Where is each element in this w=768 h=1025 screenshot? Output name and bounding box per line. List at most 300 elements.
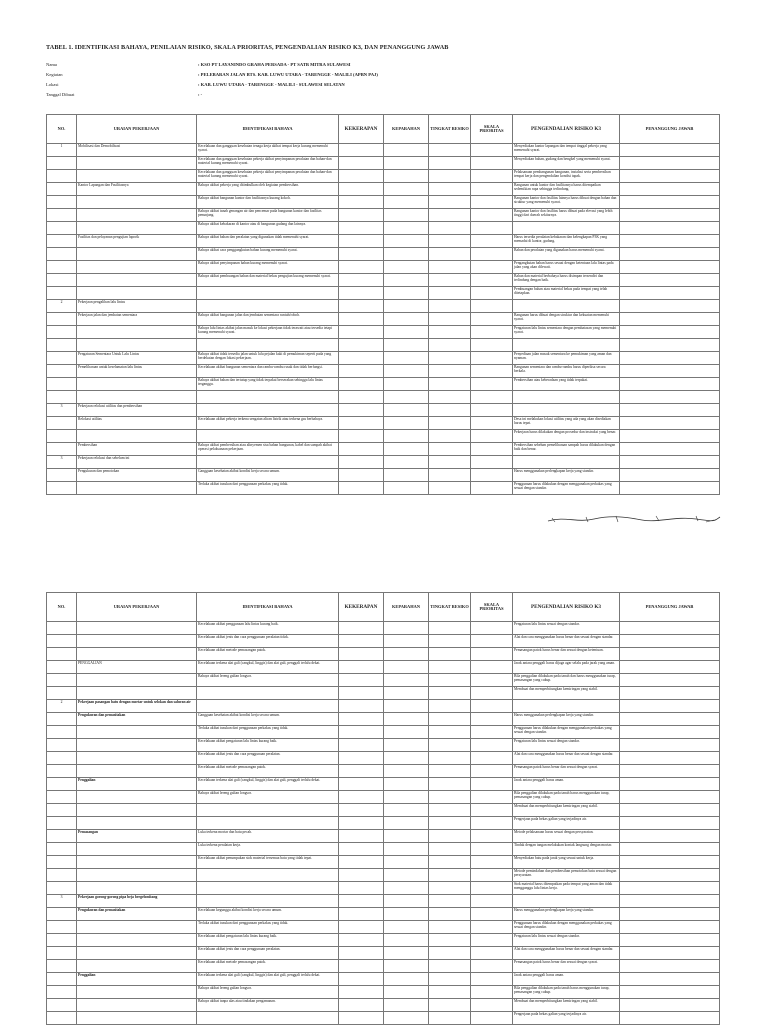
cell-keparahan <box>384 274 429 287</box>
cell-no <box>47 209 77 222</box>
cell-skala-prioritas <box>471 648 513 661</box>
table-row <box>47 908 720 921</box>
cell-uraian-pekerjaan: Mobilisasi dan Demobilisasi <box>77 144 197 157</box>
cell-uraian-pekerjaan <box>77 947 197 960</box>
header-penanggung-jawab: PENANGGUNG JAWAB <box>620 115 720 144</box>
cell-uraian-pekerjaan: Penggalian <box>77 778 197 791</box>
table-row <box>47 222 720 235</box>
cell-tingkat-resiko <box>429 417 471 430</box>
cell-keparahan <box>384 391 429 404</box>
cell-penanggung-jawab <box>620 196 720 209</box>
cell-keparahan <box>384 378 429 391</box>
cell-skala-prioritas <box>471 404 513 417</box>
cell-skala-prioritas <box>471 300 513 313</box>
cell-kekerapan <box>339 157 384 170</box>
cell-no <box>47 378 77 391</box>
cell-no <box>47 934 77 947</box>
cell-penanggung-jawab <box>620 222 720 235</box>
cell-tingkat-resiko <box>429 443 471 456</box>
cell-no <box>47 235 77 248</box>
cell-identifikasi-bahaya: Kecelakaan dan gangguan kesehatan pekerja akibat penyimpanan peralatan dan bahan-dan material kurang memenuhi syarat. <box>197 157 339 170</box>
cell-identifikasi-bahaya: Kecelakaan akibat penumpukan stok material tersemua batu yang tidak tepat. <box>197 856 339 869</box>
cell-tingkat-resiko <box>429 404 471 417</box>
cell-kekerapan <box>339 661 384 674</box>
cell-tingkat-resiko <box>429 339 471 352</box>
cell-skala-prioritas <box>471 352 513 365</box>
cell-kekerapan <box>339 895 384 908</box>
cell-penanggung-jawab <box>620 973 720 986</box>
cell-identifikasi-bahaya: Kecelakaan kegunggu akibat kondisi kerja secara umum. <box>197 908 339 921</box>
table-row <box>47 934 720 947</box>
cell-identifikasi-bahaya: Bahaya akibat bangunan jalan dan jembatan sementara runtuh/roboh. <box>197 313 339 326</box>
cell-tingkat-resiko <box>429 378 471 391</box>
table-row <box>47 778 720 791</box>
cell-penanggung-jawab <box>620 739 720 752</box>
cell-skala-prioritas <box>471 170 513 183</box>
cell-tingkat-resiko <box>429 622 471 635</box>
cell-uraian-pekerjaan <box>77 261 197 274</box>
cell-identifikasi-bahaya: Bahaya akibat lereng galian longsor. <box>197 674 339 687</box>
table-header-row <box>47 593 720 622</box>
cell-skala-prioritas <box>471 469 513 482</box>
cell-skala-prioritas <box>471 726 513 739</box>
cell-keparahan <box>384 365 429 378</box>
table-row <box>47 973 720 986</box>
header-penanggung-jawab: PENANGGUNG JAWAB <box>620 593 720 622</box>
cell-penanggung-jawab <box>620 752 720 765</box>
cell-penanggung-jawab <box>620 300 720 313</box>
cell-pengendalian-risiko: Harus menggunakan perlengkapan kerja yang standar. <box>513 469 620 482</box>
header-skala-prioritas: SKALA PRIORITAS <box>471 115 513 144</box>
cell-identifikasi-bahaya: Kecelakaan akibat metode pemasangan patok. <box>197 648 339 661</box>
cell-keparahan <box>384 856 429 869</box>
cell-identifikasi-bahaya: Bahaya lalu lintas akibat jalan masuk ke lokasi pekerjaan tidak terawatt atau tersedia tetapi kurang memenuhi syarat. <box>197 326 339 339</box>
cell-pengendalian-risiko: Bila penggalian dilakukan pada tanah harus menggunakan turap, pemasangan yang cukup. <box>513 791 620 804</box>
cell-keparahan <box>384 791 429 804</box>
cell-penanggung-jawab <box>620 326 720 339</box>
table-row <box>47 713 720 726</box>
cell-penanggung-jawab <box>620 674 720 687</box>
cell-penanggung-jawab <box>620 726 720 739</box>
table-row <box>47 700 720 713</box>
cell-penanggung-jawab <box>620 622 720 635</box>
cell-pengendalian-risiko: Stok material harus ditempatkan pada tempat yang aman dan tidak mengganggu lalu lintas kerja. <box>513 882 620 895</box>
cell-identifikasi-bahaya: Bahaya akibat kebakaran di kantor atau di bangunan gudang dan lainnya. <box>197 222 339 235</box>
cell-skala-prioritas <box>471 196 513 209</box>
cell-no <box>47 999 77 1012</box>
cell-skala-prioritas <box>471 222 513 235</box>
cell-penanggung-jawab <box>620 843 720 856</box>
cell-identifikasi-bahaya <box>197 817 339 830</box>
cell-penanggung-jawab <box>620 804 720 817</box>
cell-penanggung-jawab <box>620 830 720 843</box>
cell-identifikasi-bahaya: Kecelakaan terkena alat gali (cangkul, linggis) dan alat gali, penggali terlalu dekat. <box>197 661 339 674</box>
cell-penanggung-jawab <box>620 235 720 248</box>
cell-kekerapan <box>339 183 384 196</box>
cell-identifikasi-bahaya: Kecelakaan akibat pengaturan lalu lintas kurang baik. <box>197 739 339 752</box>
cell-pengendalian-risiko: Harus tersedia peralatan kebakaran dan kelengkapan P3K yang memadai di kantor, gudang. <box>513 235 620 248</box>
cell-keparahan <box>384 222 429 235</box>
cell-no <box>47 391 77 404</box>
cell-tingkat-resiko <box>429 365 471 378</box>
table-row <box>47 235 720 248</box>
cell-pengendalian-risiko <box>513 895 620 908</box>
cell-skala-prioritas <box>471 934 513 947</box>
cell-uraian-pekerjaan: Pengukuran dan pemasitakan <box>77 713 197 726</box>
cell-tingkat-resiko <box>429 196 471 209</box>
cell-pengendalian-risiko: Pengaturan lalu lintas sementara dengan pembatasan yang memenuhi syarat. <box>513 326 620 339</box>
cell-identifikasi-bahaya: Bahaya akibat lereng galian longsor. <box>197 986 339 999</box>
cell-tingkat-resiko <box>429 778 471 791</box>
cell-pengendalian-risiko: Desa ini melakukan lokasi utilitas yang ada yang akan disediakan harus tepat. <box>513 417 620 430</box>
cell-pengendalian-risiko: Alat dan cara menggunakan harus benar dan sesuai dengan standar. <box>513 752 620 765</box>
cell-uraian-pekerjaan: Pekerjaan relokasi utilitas dan pembersihan <box>77 404 197 417</box>
cell-tingkat-resiko <box>429 973 471 986</box>
cell-uraian-pekerjaan <box>77 1012 197 1025</box>
cell-identifikasi-bahaya <box>197 869 339 882</box>
cell-kekerapan <box>339 700 384 713</box>
cell-identifikasi-bahaya: Bahaya akibat tidak tersedia jalan untuk lalu pejalan kaki di pemukiman seperti pada yang berdekatan dengan lokasi pekerjaan. <box>197 352 339 365</box>
cell-penanggung-jawab <box>620 648 720 661</box>
cell-uraian-pekerjaan <box>77 921 197 934</box>
table-row <box>47 209 720 222</box>
header-tingkat-resiko: TINGKAT RESIKO <box>429 593 471 622</box>
cell-uraian-pekerjaan <box>77 274 197 287</box>
cell-identifikasi-bahaya <box>197 339 339 352</box>
handwritten-signature <box>546 512 722 526</box>
cell-keparahan <box>384 144 429 157</box>
cell-penanggung-jawab <box>620 687 720 700</box>
cell-tingkat-resiko <box>429 843 471 856</box>
table-row <box>47 417 720 430</box>
cell-tingkat-resiko <box>429 313 471 326</box>
cell-skala-prioritas <box>471 482 513 495</box>
cell-uraian-pekerjaan <box>77 817 197 830</box>
cell-uraian-pekerjaan <box>77 765 197 778</box>
cell-kekerapan <box>339 921 384 934</box>
cell-keparahan <box>384 456 429 469</box>
cell-uraian-pekerjaan: Pekerjaan relokasi dan sebelum ini <box>77 456 197 469</box>
cell-uraian-pekerjaan <box>77 856 197 869</box>
cell-kekerapan <box>339 778 384 791</box>
header-kekerapan: KEKERAPAN <box>339 115 384 144</box>
cell-skala-prioritas <box>471 869 513 882</box>
cell-no <box>47 196 77 209</box>
cell-tingkat-resiko <box>429 274 471 287</box>
cell-no <box>47 261 77 274</box>
cell-uraian-pekerjaan <box>77 622 197 635</box>
cell-uraian-pekerjaan: Fasilitas dan pelayanan pengujian laporik <box>77 235 197 248</box>
cell-kekerapan <box>339 430 384 443</box>
cell-pengendalian-risiko <box>513 300 620 313</box>
cell-tingkat-resiko <box>429 1012 471 1025</box>
cell-kekerapan <box>339 209 384 222</box>
cell-tingkat-resiko <box>429 287 471 300</box>
cell-identifikasi-bahaya <box>197 404 339 417</box>
cell-kekerapan <box>339 622 384 635</box>
cell-tingkat-resiko <box>429 934 471 947</box>
cell-tingkat-resiko <box>429 674 471 687</box>
table-row <box>47 443 720 456</box>
cell-skala-prioritas <box>471 908 513 921</box>
cell-identifikasi-bahaya <box>197 391 339 404</box>
cell-uraian-pekerjaan <box>77 986 197 999</box>
cell-uraian-pekerjaan <box>77 222 197 235</box>
cell-keparahan <box>384 313 429 326</box>
cell-tingkat-resiko <box>429 895 471 908</box>
cell-identifikasi-bahaya: Kecelakaan akibat metode pemasangan patok. <box>197 960 339 973</box>
cell-no: 2 <box>47 700 77 713</box>
cell-keparahan <box>384 235 429 248</box>
cell-kekerapan <box>339 830 384 843</box>
cell-uraian-pekerjaan: Pemasangan <box>77 830 197 843</box>
cell-pengendalian-risiko: Penyediaan jalan masuk sementara ke pemukiman yang aman dan nyaman. <box>513 352 620 365</box>
cell-keparahan <box>384 248 429 261</box>
cell-tingkat-resiko <box>429 856 471 869</box>
cell-keparahan <box>384 778 429 791</box>
cell-penanggung-jawab <box>620 921 720 934</box>
cell-uraian-pekerjaan <box>77 752 197 765</box>
table-row <box>47 960 720 973</box>
cell-penanggung-jawab <box>620 339 720 352</box>
cell-keparahan <box>384 739 429 752</box>
cell-kekerapan <box>339 843 384 856</box>
table-row <box>47 752 720 765</box>
cell-kekerapan <box>339 469 384 482</box>
cell-keparahan <box>384 661 429 674</box>
cell-kekerapan <box>339 726 384 739</box>
cell-penanggung-jawab <box>620 183 720 196</box>
cell-penanggung-jawab <box>620 1012 720 1025</box>
cell-tingkat-resiko <box>429 144 471 157</box>
cell-pengendalian-risiko: Pekerjaan harus dilakukan dengan prosedur dan instruksi yang benar. <box>513 430 620 443</box>
table-row <box>47 765 720 778</box>
cell-no <box>47 352 77 365</box>
cell-identifikasi-bahaya: Bahaya akibat bahan dan tertutup yang tidak terpakai berserakan sehingga lalu lintas terganggu. <box>197 378 339 391</box>
risk-table-page-2 <box>46 592 720 1025</box>
cell-keparahan <box>384 999 429 1012</box>
cell-keparahan <box>384 817 429 830</box>
cell-tingkat-resiko <box>429 183 471 196</box>
cell-uraian-pekerjaan <box>77 934 197 947</box>
header-uraian-pekerjaan: URAIAN PEKERJAAN <box>77 115 197 144</box>
cell-uraian-pekerjaan: Relokasi utilitas <box>77 417 197 430</box>
table-row <box>47 921 720 934</box>
cell-no <box>47 635 77 648</box>
cell-tingkat-resiko <box>429 986 471 999</box>
cell-no <box>47 843 77 856</box>
cell-identifikasi-bahaya <box>197 1012 339 1025</box>
cell-pengendalian-risiko: Alat dan cara menggunakan harus benar dan sesuai dengan standar. <box>513 635 620 648</box>
cell-skala-prioritas <box>471 843 513 856</box>
cell-skala-prioritas <box>471 804 513 817</box>
cell-kekerapan <box>339 378 384 391</box>
cell-pengendalian-risiko: Jarak antara penggali harus aman. <box>513 778 620 791</box>
cell-keparahan <box>384 752 429 765</box>
table-row <box>47 430 720 443</box>
cell-penanggung-jawab <box>620 882 720 895</box>
cell-tingkat-resiko <box>429 869 471 882</box>
cell-keparahan <box>384 648 429 661</box>
cell-kekerapan <box>339 791 384 804</box>
cell-uraian-pekerjaan: Pekerjaan jalan dan jembatan sementara <box>77 313 197 326</box>
cell-pengendalian-risiko: Penggunaan harus dilakukan dengan menggunakan perkakas yang sesuai dengan standar. <box>513 921 620 934</box>
cell-no <box>47 1012 77 1025</box>
table-row <box>47 622 720 635</box>
cell-keparahan <box>384 430 429 443</box>
cell-pengendalian-risiko: Metode pelaksanaan harus sesuai dengan persyaratan. <box>513 830 620 843</box>
cell-tingkat-resiko <box>429 791 471 804</box>
cell-keparahan <box>384 882 429 895</box>
cell-skala-prioritas <box>471 378 513 391</box>
cell-skala-prioritas <box>471 791 513 804</box>
cell-penanggung-jawab <box>620 635 720 648</box>
cell-keparahan <box>384 843 429 856</box>
cell-kekerapan <box>339 999 384 1012</box>
cell-keparahan <box>384 908 429 921</box>
cell-tingkat-resiko <box>429 648 471 661</box>
cell-penanggung-jawab <box>620 417 720 430</box>
cell-kekerapan <box>339 417 384 430</box>
cell-keparahan <box>384 196 429 209</box>
cell-pengendalian-risiko: Bangunan sementara dan rambu-rambu harus diperiksa secara berkala. <box>513 365 620 378</box>
cell-kekerapan <box>339 287 384 300</box>
cell-tingkat-resiko <box>429 209 471 222</box>
table-row <box>47 365 720 378</box>
cell-no <box>47 674 77 687</box>
cell-keparahan <box>384 622 429 635</box>
cell-pengendalian-risiko: Pelaksanaan pembangunan bangunan, instalasi serta pembersihan tempat kerja dan pengendalian kondisi tapak. <box>513 170 620 183</box>
table-header-row <box>47 115 720 144</box>
cell-identifikasi-bahaya: Luka terkena mortar dan batu pecah. <box>197 830 339 843</box>
cell-uraian-pekerjaan: Pekerjaan gorong-gorong pipa beja bergelombang <box>77 895 197 908</box>
table-row <box>47 817 720 830</box>
cell-uraian-pekerjaan <box>77 378 197 391</box>
cell-identifikasi-bahaya: Kecelakaan akibat jenis dan cara penggunaan peralatan. <box>197 947 339 960</box>
header-identifikasi-bahaya: IDENTIFIKASI BAHAYA <box>197 115 339 144</box>
cell-uraian-pekerjaan <box>77 882 197 895</box>
table-row <box>47 830 720 843</box>
cell-uraian-pekerjaan: Pengukuran dan pemotokan <box>77 469 197 482</box>
cell-keparahan <box>384 326 429 339</box>
table-row <box>47 157 720 170</box>
cell-keparahan <box>384 170 429 183</box>
cell-skala-prioritas <box>471 635 513 648</box>
cell-keparahan <box>384 895 429 908</box>
cell-keparahan <box>384 973 429 986</box>
cell-uraian-pekerjaan <box>77 287 197 300</box>
cell-skala-prioritas <box>471 895 513 908</box>
cell-no <box>47 882 77 895</box>
cell-penanggung-jawab <box>620 352 720 365</box>
cell-penanggung-jawab <box>620 209 720 222</box>
table-row <box>47 648 720 661</box>
cell-keparahan <box>384 300 429 313</box>
cell-penanggung-jawab <box>620 248 720 261</box>
cell-no <box>47 986 77 999</box>
cell-kekerapan <box>339 947 384 960</box>
cell-identifikasi-bahaya: Bahaya akibat penyimpanan bahan kurang memenuhi syarat. <box>197 261 339 274</box>
cell-pengendalian-risiko: Pengerjaan pada bekas galian yang terjadinya air. <box>513 1012 620 1025</box>
cell-keparahan <box>384 765 429 778</box>
table-row <box>47 391 720 404</box>
cell-no <box>47 287 77 300</box>
cell-uraian-pekerjaan <box>77 391 197 404</box>
cell-tingkat-resiko <box>429 170 471 183</box>
cell-identifikasi-bahaya: Gangguan kesehatan akibat kondisi kerja secara umum. <box>197 469 339 482</box>
cell-keparahan <box>384 804 429 817</box>
cell-no <box>47 765 77 778</box>
cell-penanggung-jawab <box>620 170 720 183</box>
cell-penanggung-jawab <box>620 856 720 869</box>
table-row <box>47 947 720 960</box>
cell-keparahan <box>384 947 429 960</box>
cell-keparahan <box>384 869 429 882</box>
cell-kekerapan <box>339 765 384 778</box>
table-row <box>47 804 720 817</box>
cell-no <box>47 170 77 183</box>
cell-penanggung-jawab <box>620 791 720 804</box>
cell-kekerapan <box>339 856 384 869</box>
cell-no <box>47 417 77 430</box>
cell-identifikasi-bahaya <box>197 895 339 908</box>
cell-no: 3 <box>47 895 77 908</box>
cell-identifikasi-bahaya: Kecelakaan akibat jenis dan cara penggunaan peralatan tidak. <box>197 635 339 648</box>
cell-tingkat-resiko <box>429 726 471 739</box>
cell-no <box>47 313 77 326</box>
risk-table-page-1 <box>46 114 720 495</box>
cell-no <box>47 622 77 635</box>
cell-pengendalian-risiko: Tindak dengan tangan melakukan kontak langsung dengan mortar. <box>513 843 620 856</box>
cell-skala-prioritas <box>471 209 513 222</box>
cell-penanggung-jawab <box>620 934 720 947</box>
cell-identifikasi-bahaya <box>197 700 339 713</box>
cell-penanggung-jawab <box>620 443 720 456</box>
cell-skala-prioritas <box>471 778 513 791</box>
cell-kekerapan <box>339 1012 384 1025</box>
cell-kekerapan <box>339 339 384 352</box>
cell-tingkat-resiko <box>429 804 471 817</box>
cell-skala-prioritas <box>471 274 513 287</box>
cell-kekerapan <box>339 635 384 648</box>
cell-identifikasi-bahaya: Kecelakaan akibat penggunaan lalu lintas kurang baik. <box>197 622 339 635</box>
cell-pengendalian-risiko: Pengangkutan bahan harus sesuai dengan ketentuan lalu lintas pada jalan yang akan dilewati. <box>513 261 620 274</box>
cell-identifikasi-bahaya <box>197 456 339 469</box>
cell-skala-prioritas <box>471 765 513 778</box>
cell-skala-prioritas <box>471 326 513 339</box>
cell-kekerapan <box>339 300 384 313</box>
table-row <box>47 869 720 882</box>
cell-keparahan <box>384 287 429 300</box>
header-keparahan: KEPARAHAN <box>384 115 429 144</box>
header-no: NO. <box>47 593 77 622</box>
cell-kekerapan <box>339 261 384 274</box>
cell-pengendalian-risiko: Pembersihan sebelum pemeliharaan sampah harus dilakukan dengan baik dan benar. <box>513 443 620 456</box>
cell-uraian-pekerjaan <box>77 869 197 882</box>
cell-keparahan <box>384 726 429 739</box>
cell-pengendalian-risiko <box>513 339 620 352</box>
cell-identifikasi-bahaya: Luka terkena peralatan kerja. <box>197 843 339 856</box>
cell-no <box>47 339 77 352</box>
cell-pengendalian-risiko: Jarak antara penggali harus dijaga agar selalu pada jarak yang aman. <box>513 661 620 674</box>
cell-kekerapan <box>339 908 384 921</box>
table-row <box>47 300 720 313</box>
cell-pengendalian-risiko <box>513 456 620 469</box>
cell-identifikasi-bahaya <box>197 687 339 700</box>
cell-pengendalian-risiko: Pemasangan patok harus benar dan sesuai dengan syarat. <box>513 765 620 778</box>
cell-skala-prioritas <box>471 856 513 869</box>
cell-identifikasi-bahaya: Kecelakaan dan gangguan kesehatan tenaga kerja akibat tempat kerja kurang memenuhi syarat. <box>197 144 339 157</box>
